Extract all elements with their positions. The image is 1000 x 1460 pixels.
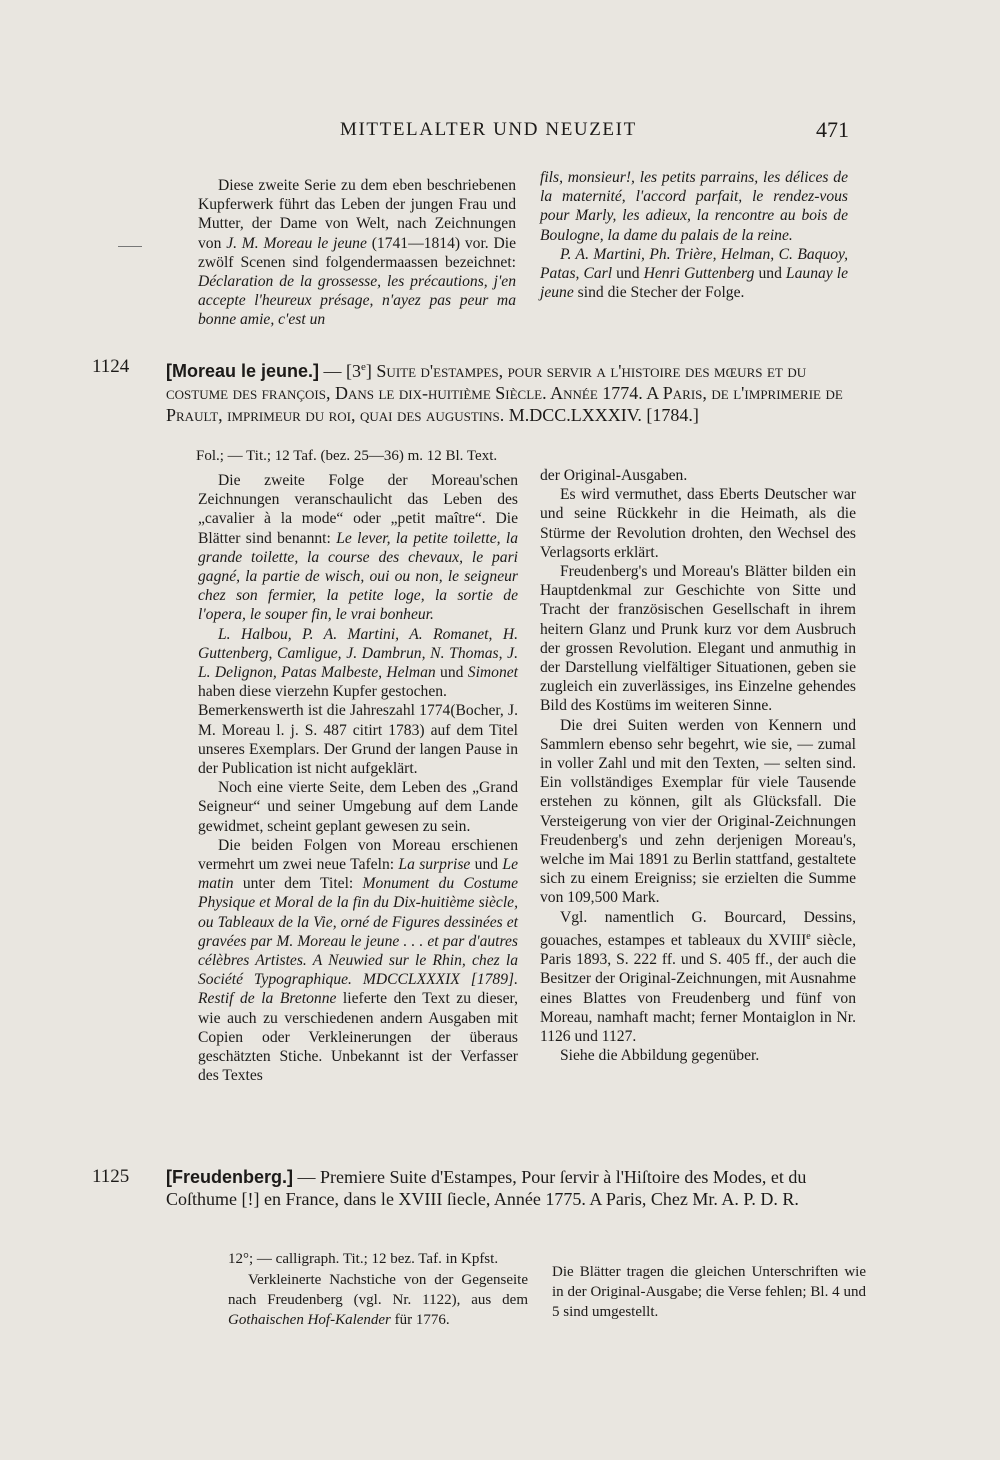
page-number: 471 [816,117,849,142]
entry-1124-left-column [198,471,518,1086]
intro-left-column [198,176,516,330]
paragraph: L. Halbou, P. A. Martini, A. Romanet, H. Guttenberg, Camligue, J. Dambrun, N. Thomas, J. L. Delignon, Patas Malbeste, Helman und Simonet haben diese vierzehn Kupfer gestochen. [198,625,519,701]
paragraph: Freudenberg's und Moreau's Blätter bilden ein Hauptdenkmal zur Geschichte von Sitte und Tracht der französischen Gesellschaft in ihrem heitern Glanz und Prunk kurz vor dem Ausbruch der grossen Revolution. Elegant und anmuthig in der Darstellung vielfältiger Situationen, geben sie zugleich ein zuverlässiges, ins Einzelne gehendes Bild des Kostüms im weiteren Sinne. [540,563,856,715]
entry-author: [Freudenberg.] [166,1167,294,1187]
paragraph: Es wird vermuthet, dass Eberts Deutscher war und seine Rückkehr in die Heimath, als die Stürme der Revolution drohten, den Wechsel des Verlagsorts erklärt. [540,486,856,561]
artist-name: J. M. Moreau le jeune [226,234,367,252]
entry-1124-right-column [540,466,856,1065]
entry-1125-heading [92,1166,856,1210]
entry-author: [Moreau le jeune.] [166,361,320,381]
entry-1125-left-column [228,1270,528,1330]
margin-mark [118,246,142,247]
entry-number: 1124 [92,356,130,377]
intro-paragraph: Diese zweite Serie zu dem eben beschriebenen Kupferwerk führt das Leben der jungen Frau und Mutter, der Dame von Welt, nach Zeichnungen von J. M. Moreau le jeune (1741—1814) vor. Die zwölf Scenen sind folgendermaassen bezeichnet: Déclaration de la grossesse, les précautions, j'en accepte l'heureux présage, n'ayez pas peur ma bonne amie, c'est un [198,177,516,329]
paragraph: Siehe die Abbildung gegenüber. [560,1047,760,1065]
scene-titles: Déclaration de la grossesse, les précautions, j'en accepte l'heureux présage, n'ayez pas peur ma bonne amie, c'est un [198,273,516,329]
paragraph: Vgl. namentlich G. Bourcard, Dessins, gouaches, estampes et tableaux du XVIIIe siècle, Paris 1893, S. 222 ff. und S. 405 ff., der auch die Besitzer der Original-Zeichnungen, mit Ausnahme eines Blattes von Freudenberg und fünf von Moreau, namhaft macht; ferner Montaiglon in Nr. 1126 und 1127. [540,908,856,1046]
paragraph: Die beiden Folgen von Moreau erschienen vermehrt um zwei neue Tafeln: La surprise und Le matin unter dem Titel: Monument du Costume Physique et Moral de la fin du Dix-huitième siècle, ou Tableaux de la Vie, orné de Figures dessinées et gravées par M. Moreau le jeune . . . et par d'autres célèbres Artistes. A Neuwied sur le Rhin, chez la Société Typographique. MDCCLXXXIX [1789]. Restif de la Bretonne lieferte den Text zu dieser, wie auch zu verschiedenen andern Ausgaben mit Copien oder Verkleinerungen der überaus geschätzten Stiche. Unbekannt ist der Verfasser des Textes [198,836,518,1085]
paragraph: der Original-Ausgaben. [540,467,688,484]
paragraph: Die Blätter tragen die gleichen Unterschriften wie in der Original-Ausgabe; die Verse fehlen; Bl. 4 und 5 sind umgestellt. [552,1264,866,1320]
running-title: MITTELALTER UND NEUZEIT [340,119,637,140]
intro-right-column [540,168,848,302]
entry-number: 1125 [92,1166,130,1187]
engravers-paragraph: P. A. Martini, Ph. Trière, Helman, C. Baquoy, Patas, Carl und Henri Guttenberg und Launay le jeune sind die Stecher der Folge. [540,245,849,302]
paragraph: Noch eine vierte Seite, dem Leben des „Grand Seigneur“ und seiner Umgebung auf dem Lande gewidmet, scheint geplant gewesen zu sein. [198,779,518,835]
paragraph: Verkleinerte Nachstiche von der Gegenseite nach Freudenberg (vgl. Nr. 1122), aus dem Gothaischen Hof-Kalender für 1776. [228,1272,528,1328]
entry-title: — Premiere Suite d'Estampes, Pour ſervir à l'Hiſtoire des Modes, et du Coſthume [!] en France, dans le XVIII ſiecle, Année 1775. A Paris, Chez Mr. A. P. D. R. [166,1167,807,1209]
entry-1125-collation: 12°; — calligraph. Tit.; 12 bez. Taf. in Kpfst. [228,1251,499,1267]
entry-title: ] Suite d'estampes, pour servir a l'histoire des mœurs et du costume des françois, Dans le dix-huitième Siècle. Année 1774. A Paris, de l'imprimerie de Prault, imprimeur du roi, quai des augustins. M.DCC.LXXXIV. [1784.] [166,361,843,425]
entry-1124-heading: 1124 [Moreau le jeune.] — [3e] Suite d'estampes, pour servir a l'histoire des mœurs et du costume des françois, Dans le dix-huitième Siècle. Année 1774. A Paris, de l'imprimerie de Prault, imprimeur du roi, quai des augustins. M.DCC.LXXXIV. [1784.] [92,356,843,425]
entry-1124-collation: Fol.; — Tit.; 12 Taf. (bez. 25—36) m. 12 Bl. Text. [196,448,498,464]
entry-1125-right-column [552,1262,866,1322]
paragraph: Die zweite Folge der Moreau'schen Zeichnungen veranschaulicht das Leben des „cavalier à la mode“ oder „petit maître“. Die Blätter sind benannt: Le lever, la petite toilette, la grande toilette, la course des chevaux, le pari gagné, la partie de wisch, oui ou non, le seigneur chez son fermier, la petite loge, la sortie de l'opera, le souper fin, le vrai bonheur. [198,472,519,624]
paragraph: Die drei Suiten werden von Kennern und Sammlern ebenso sehr begehrt, wie sie, — zumal in voller Zahl und mit den Texten, — selten sind. Ein vollständiges Exemplar für viele Tausende erstehen zu können, gilt als Glücksfall. Die Versteigerung von vier der Original-Zeichnungen Freudenberg's und zehn derjenigen Moreau's, welche im Mai 1891 zu Berlin stattfand, gestaltete sich zu einem Ereigniss; sie erzielten die Summe von 109,500 Mark. [540,716,856,907]
page-header [0,119,1000,149]
paragraph: Bemerkenswerth ist die Jahreszahl 1774(Bocher, J. M. Moreau l. j. S. 487 citirt 1783) auf dem Titel unseres Exemplars. Der Grund der langen Pause in der Publication ist nicht aufgeklärt. [198,702,518,778]
scene-titles-continued: fils, monsieur!, les petits parrains, les délices de la maternité, l'accord parfait, le rendez-vous pour Marly, les adieux, la rencontre au bois de Boulogne, la dame du palais de la reine. [540,169,848,244]
